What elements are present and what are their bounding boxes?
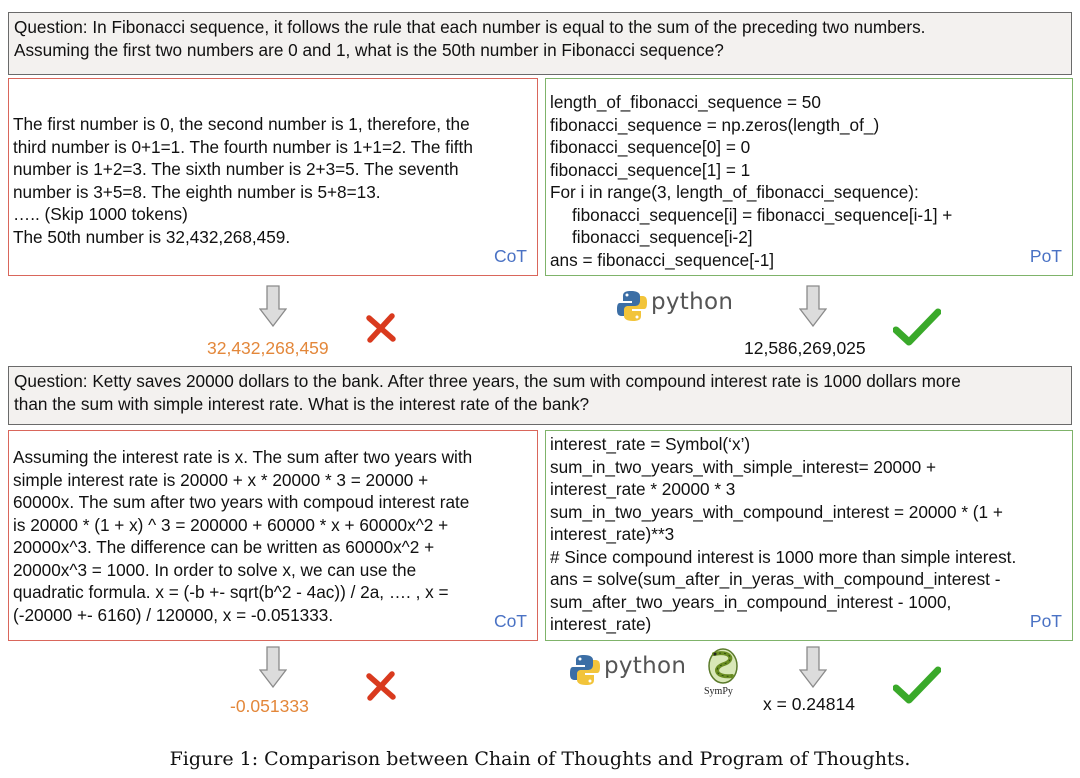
cot-line: number is 1+2=3. The sixth number is 2+3=5. The seventh xyxy=(13,159,459,179)
cot-line: number is 3+5=8. The eighth number is 5+8=13. xyxy=(13,181,381,202)
down-arrow-icon xyxy=(799,285,827,327)
cross-icon xyxy=(365,671,397,701)
cot-line: quadratic formula. x = (-b +- sqrt(b^2 - 4ac)) / 2a, …. , x = xyxy=(13,582,449,602)
pot-code-line: ans = solve(sum_after_in_yeras_with_compound_interest - xyxy=(550,569,1001,589)
question-box-interest xyxy=(8,366,1072,425)
pot-code-line: interest_rate) xyxy=(550,614,652,634)
cot-line: The first number is 0, the second number is 1, therefore, the xyxy=(13,114,470,134)
question-line: Question: Ketty saves 20000 dollars to the bank. After three years, the sum with compound interest rate is 1000 dollars more xyxy=(14,371,961,391)
cross-icon xyxy=(365,313,397,343)
cot-line: simple interest rate is 20000 + x * 20000 * 3 = 20000 + xyxy=(13,469,429,490)
cot-answer: 32,432,268,459 xyxy=(207,338,329,358)
checkmark-icon xyxy=(893,308,941,346)
cot-line: Assuming the interest rate is x. The sum after two years with xyxy=(13,447,473,467)
cot-line: 20000x^3 = 1000. In order to solve x, we can use the xyxy=(13,559,417,580)
python-label: python xyxy=(651,289,734,315)
down-arrow-icon xyxy=(799,646,827,688)
cot-line: third number is 0+1=1. The fourth number is 1+1=2. The fifth xyxy=(13,136,473,157)
pot-code-line: fibonacci_sequence = np.zeros(length_of_) xyxy=(550,114,880,135)
python-logo-icon xyxy=(617,290,647,322)
down-arrow-icon xyxy=(259,285,287,327)
cot-line: 60000x. The sum after two years with compoud interest rate xyxy=(13,492,470,512)
pot-code-line: # Since compound interest is 1000 more than simple interest. xyxy=(550,546,1017,567)
pot-code-line: sum_after_two_years_in_compound_interest - 1000, xyxy=(550,591,952,612)
cot-label: CoT xyxy=(493,245,527,266)
sympy-label: SymPy xyxy=(704,686,733,697)
cot-line: ….. (Skip 1000 tokens) xyxy=(13,204,188,224)
pot-code-line: interest_rate)**3 xyxy=(550,524,675,544)
python-label: python xyxy=(604,653,687,679)
cot-box-fibonacci xyxy=(8,78,538,276)
pot-answer: x = 0.24814 xyxy=(763,694,855,714)
pot-code-line: sum_in_two_years_with_compound_interest = 20000 * (1 + xyxy=(550,501,1003,522)
figure-caption: Figure 1: Comparison between Chain of Thoughts and Program of Thoughts. xyxy=(169,748,911,770)
pot-label: PoT xyxy=(1029,610,1062,631)
down-arrow-icon xyxy=(259,646,287,688)
cot-line: is 20000 * (1 + x) ^ 3 = 200000 + 60000 * x + 60000x^2 + xyxy=(13,514,449,535)
sympy-snake-logo-icon xyxy=(700,646,746,686)
pot-box-interest xyxy=(545,430,1073,641)
pot-code-line: interest_rate = Symbol(‘x’) xyxy=(550,434,751,454)
cot-line: 20000x^3. The difference can be written as 60000x^2 + xyxy=(13,537,435,557)
pot-code-line: For i in range(3, length_of_fibonacci_sequence): xyxy=(550,182,919,202)
pot-code-line: fibonacci_sequence[1] = 1 xyxy=(550,159,751,180)
pot-code-line: fibonacci_sequence[i-2] xyxy=(572,227,753,247)
pot-code-line: sum_in_two_years_with_simple_interest= 20000 + xyxy=(550,456,936,477)
cot-answer: -0.051333 xyxy=(230,696,309,716)
pot-code-line: interest_rate * 20000 * 3 xyxy=(550,479,736,499)
pot-code-line: length_of_fibonacci_sequence = 50 xyxy=(550,92,821,112)
pot-code-line: fibonacci_sequence[i] = fibonacci_sequence[i-1] + xyxy=(572,204,953,225)
question-line: Assuming the first two numbers are 0 and 1, what is the 50th number in Fibonacci sequence? xyxy=(14,40,724,60)
pot-code-line: ans = fibonacci_sequence[-1] xyxy=(550,249,775,270)
question-line: than the sum with simple interest rate. What is the interest rate of the bank? xyxy=(14,394,590,414)
cot-line: The 50th number is 32,432,268,459. xyxy=(13,226,291,247)
python-logo-icon xyxy=(570,654,600,686)
checkmark-icon xyxy=(893,666,941,704)
cot-line: (-20000 +- 6160) / 120000, x = -0.051333. xyxy=(13,604,334,625)
pot-code-line: fibonacci_sequence[0] = 0 xyxy=(550,137,751,157)
question-box-fibonacci xyxy=(8,12,1072,75)
pot-answer: 12,586,269,025 xyxy=(744,338,866,358)
cot-label: CoT xyxy=(493,610,527,631)
question-line: Question: In Fibonacci sequence, it follows the rule that each number is equal to the sum of the preceding two numbers. xyxy=(14,17,926,37)
cot-box-interest xyxy=(8,430,538,641)
pot-label: PoT xyxy=(1029,245,1062,266)
pot-box-fibonacci xyxy=(545,78,1073,276)
